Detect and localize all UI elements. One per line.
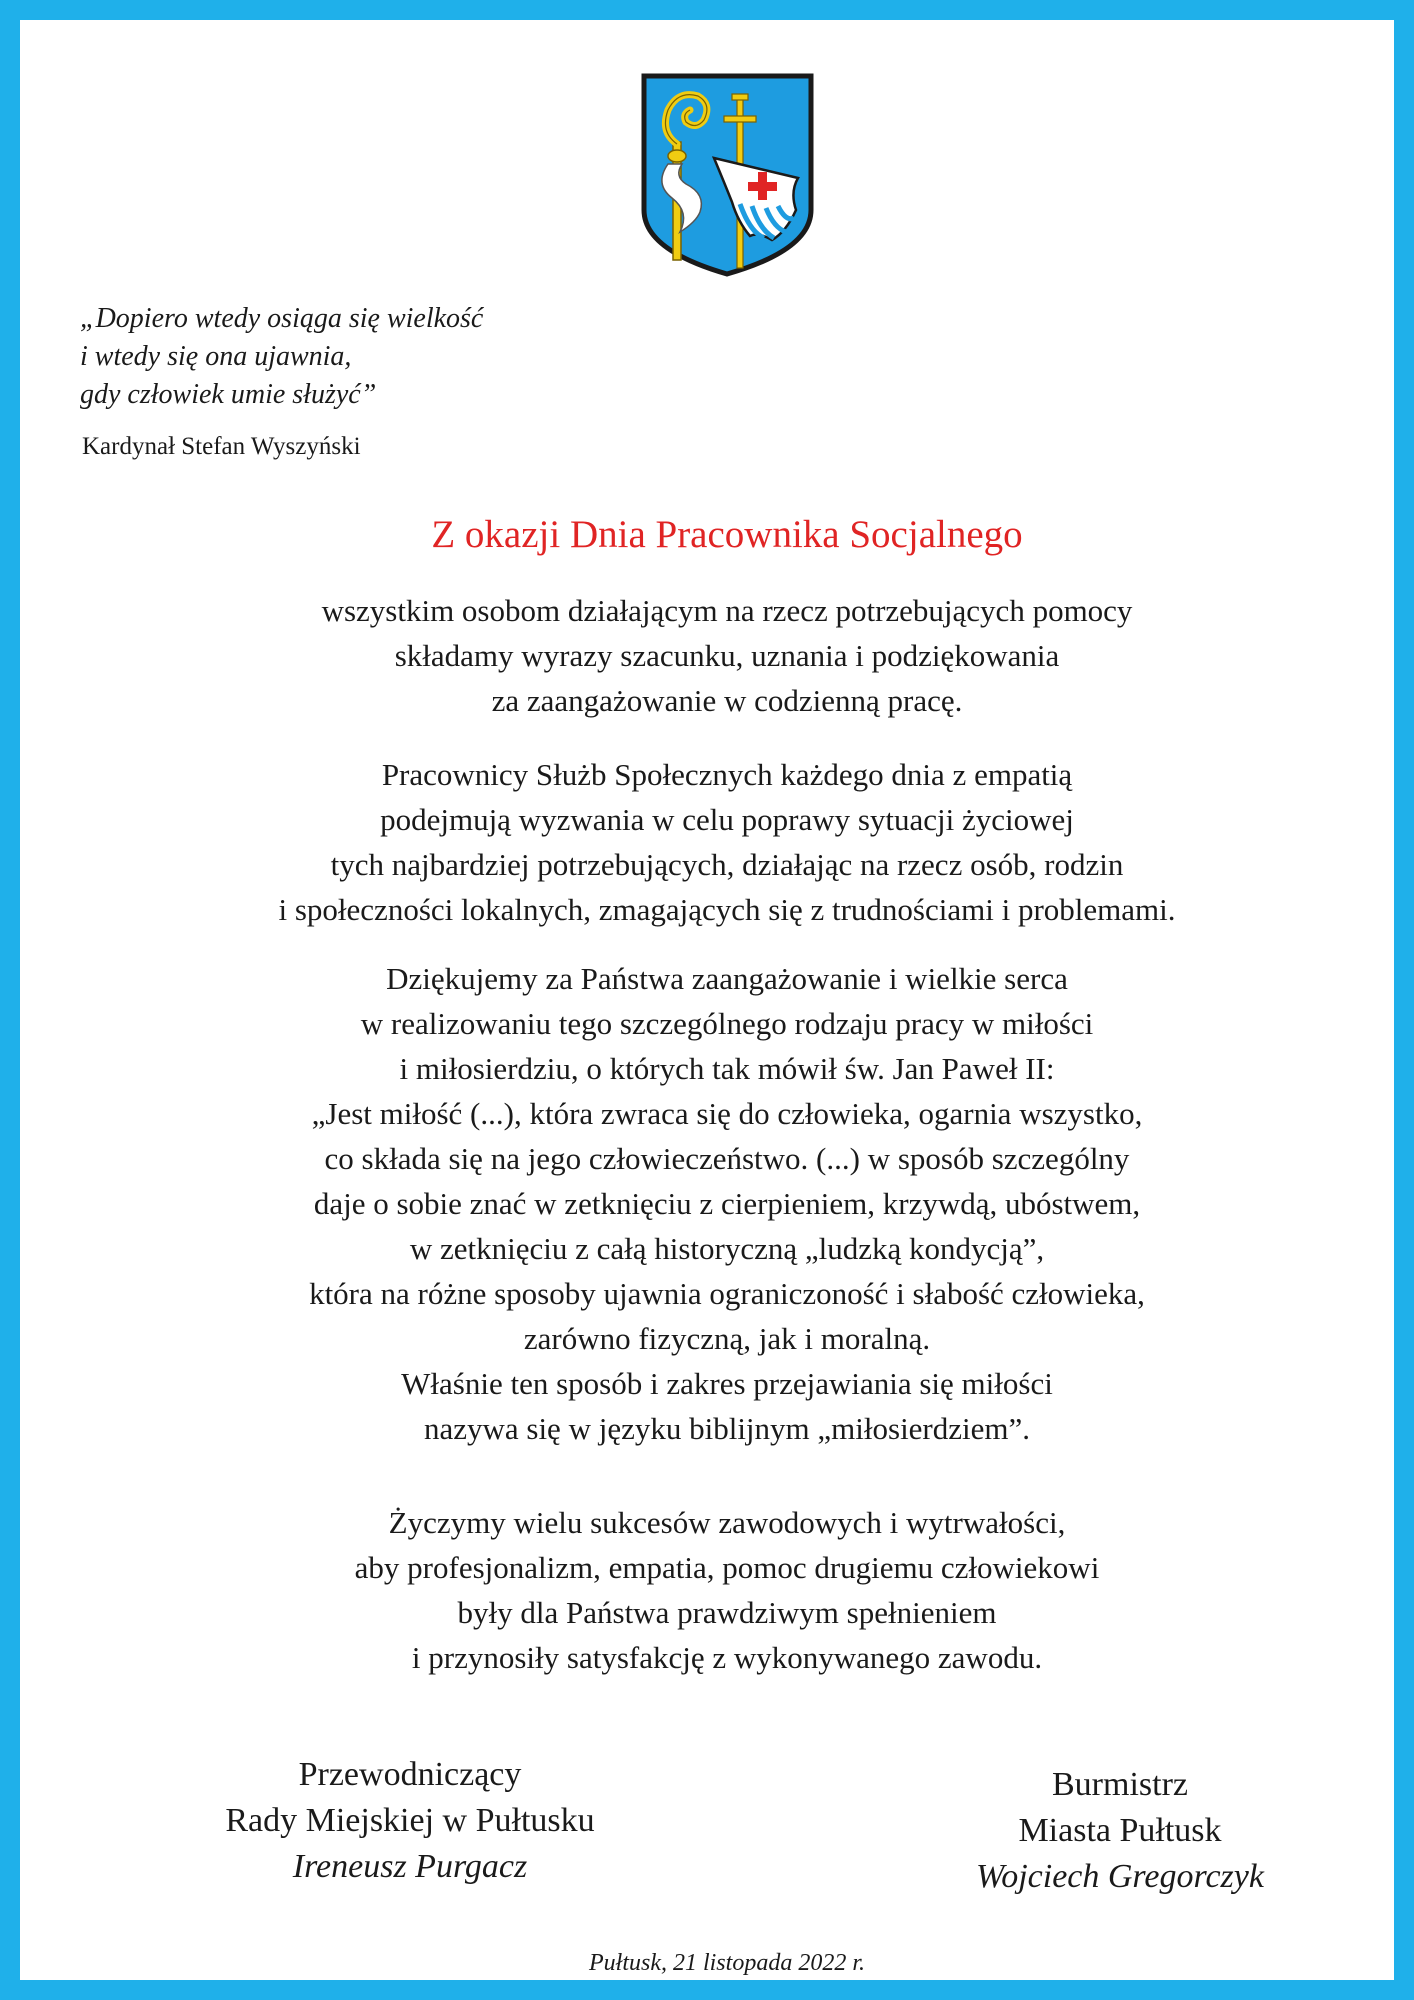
paragraph-line: Dziękujemy za Państwa zaangażowanie i wielkie serca <box>386 961 1068 996</box>
paragraph-line: która na różne sposoby ujawnia ograniczoność i słabość człowieka, <box>309 1276 1145 1311</box>
paragraph-line: „Jest miłość (...), która zwraca się do człowieka, ogarnia wszystko, <box>311 1096 1143 1131</box>
paragraph-line: Pracownicy Służb Społecznych każdego dnia z empatią <box>381 757 1073 792</box>
paragraph-line: były dla Państwa prawdziwym spełnieniem <box>457 1595 997 1630</box>
paragraph-greeting <box>60 588 1394 723</box>
paragraph-line: Życzymy wielu sukcesów zawodowych i wytrwałości, <box>388 1505 1066 1540</box>
paragraph-workers <box>60 752 1394 932</box>
quote <box>80 300 640 414</box>
coat-of-arms <box>640 72 815 278</box>
signature-title: Rady Miejskiej w Pułtusku <box>225 1802 595 1839</box>
paragraph-line: nazywa się w języku biblijnym „miłosierdziem”. <box>423 1411 1031 1446</box>
signature-council-chairman <box>140 1752 680 1890</box>
quote-line: i wtedy się ona ujawnia, <box>80 341 352 372</box>
paragraph-line: Właśnie ten sposób i zakres przejawiania się miłości <box>401 1366 1053 1401</box>
paragraph-line: podejmują wyzwania w celu poprawy sytuacji życiowej <box>380 802 1074 837</box>
heading: Z okazji Dnia Pracownika Socjalnego <box>431 513 1023 556</box>
signature-mayor <box>880 1762 1360 1900</box>
signature-name: Ireneusz Purgacz <box>292 1848 528 1885</box>
paragraph-line: daje o sobie znać w zetknięciu z cierpieniem, krzywdą, ubóstwem, <box>313 1186 1141 1221</box>
paragraph-line: aby profesjonalizm, empatia, pomoc drugiemu człowiekowi <box>354 1550 1100 1585</box>
paragraph-line: tych najbardziej potrzebujących, działając na rzecz osób, rodzin <box>330 847 1124 882</box>
date-line: Pułtusk, 21 listopada 2022 r. <box>588 1950 865 1976</box>
paragraph-wishes <box>60 1500 1394 1680</box>
paragraph-line: wszystkim osobom działającym na rzecz potrzebujących pomocy <box>321 593 1133 628</box>
paragraph-line: za zaangażowanie w codzienną pracę. <box>491 683 963 718</box>
coat-of-arms-icon <box>640 72 815 278</box>
paragraph-line: w zetknięciu z całą historyczną „ludzką kondycją”, <box>409 1231 1045 1266</box>
signature-name: Wojciech Gregorczyk <box>976 1858 1264 1895</box>
quote-author: Kardynał Stefan Wyszyński <box>82 433 361 460</box>
paragraph-line: w realizowaniu tego szczególnego rodzaju pracy w miłości <box>360 1006 1094 1041</box>
signature-title: Przewodniczący <box>298 1756 522 1793</box>
paragraph-line: i przynosiły satysfakcję z wykonywanego zawodu. <box>411 1640 1043 1675</box>
quote-line: „Dopiero wtedy osiąga się wielkość <box>80 303 484 334</box>
signature-title: Burmistrz <box>1052 1766 1188 1803</box>
paragraph-line: i miłosierdziu, o których tak mówił św. Jan Paweł II: <box>399 1051 1055 1086</box>
paragraph-line: co składa się na jego człowieczeństwo. (...) w sposób szczególny <box>324 1141 1130 1176</box>
quote-line: gdy człowiek umie służyć” <box>80 379 377 410</box>
paragraph-thanks <box>60 956 1394 1451</box>
paragraph-line: składamy wyrazy szacunku, uznania i podziękowania <box>394 638 1060 673</box>
signature-title: Miasta Pułtusk <box>1018 1812 1222 1849</box>
paragraph-line: zarówno fizyczną, jak i moralną. <box>523 1321 931 1356</box>
paragraph-line: i społeczności lokalnych, zmagających się z trudnościami i problemami. <box>278 892 1176 927</box>
